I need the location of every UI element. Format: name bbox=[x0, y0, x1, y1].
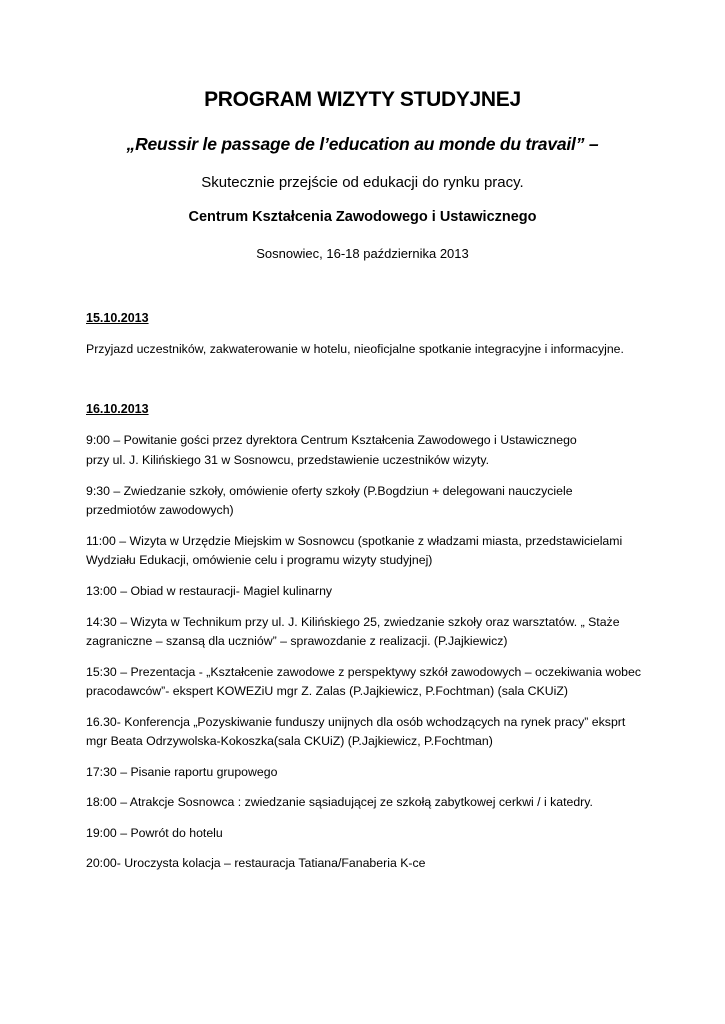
french-subtitle: „Reussir le passage de l’education au monde du travail” – bbox=[126, 134, 599, 154]
day-heading-16-10: 16.10.2013 bbox=[86, 402, 149, 416]
schedule-line-1300: 13:00 – Obiad w restauracji- Magiel kulinarny bbox=[86, 584, 333, 598]
schedule-line-2000: 20:00- Uroczysta kolacja – restauracja Tatiana/Fanaberia K-ce bbox=[86, 856, 426, 870]
organization-name: Centrum Kształcenia Zawodowego i Ustawicznego bbox=[188, 209, 537, 225]
schedule-line: Przyjazd uczestników, zakwaterowanie w hotelu, nieoficjalne spotkanie integracyjne i informacyjne. bbox=[86, 342, 624, 356]
schedule-line-0930: 9:30 – Zwiedzanie szkoły, omówienie oferty szkoły (P.Bogdziun + delegowani nauczyciele bbox=[86, 484, 573, 498]
schedule-line-1900: 19:00 – Powrót do hotelu bbox=[86, 826, 223, 840]
schedule-line-1100: 11:00 – Wizyta w Urzędzie Miejskim w Sosnowcu (spotkanie z władzami miasta, przedstawicielami bbox=[86, 534, 623, 548]
schedule-line-0900: 9:00 – Powitanie gości przez dyrektora Centrum Kształcenia Zawodowego i Ustawicznego bbox=[86, 433, 577, 447]
schedule-line-1430-cont: zagraniczne – szansą dla uczniów” – sprawozdanie z realizacji. (P.Jajkiewicz) bbox=[86, 634, 508, 648]
day-heading-15-10: 15.10.2013 bbox=[86, 311, 149, 325]
schedule-line-1430: 14:30 – Wizyta w Technikum przy ul. J. Kilińskiego 25, zwiedzanie szkoły oraz warsztatów. „ Staże bbox=[86, 615, 620, 629]
place-and-date: Sosnowiec, 16-18 października 2013 bbox=[256, 246, 469, 261]
polish-subtitle: Skutecznie przejście od edukacji do rynku pracy. bbox=[201, 174, 524, 191]
schedule-line-1100-cont: Wydziału Edukacji, omówienie celu i programu wizyty studyjnej) bbox=[86, 553, 433, 567]
schedule-line-0930-cont: przedmiotów zawodowych) bbox=[86, 503, 234, 517]
schedule-line-1630-cont: mgr Beata Odrzywolska-Kokoszka(sala CKUiZ) (P.Jajkiewicz, P.Fochtman) bbox=[86, 734, 493, 748]
schedule-line-1730: 17:30 – Pisanie raportu grupowego bbox=[86, 765, 278, 779]
schedule-line-1630: 16.30- Konferencja „Pozyskiwanie funduszy unijnych dla osób wchodzących na rynek pracy” eksprt bbox=[86, 715, 626, 729]
schedule-line-1530-cont: pracodawców”- ekspert KOWEZiU mgr Z. Zalas (P.Jajkiewicz, P.Fochtman) (sala CKUiZ) bbox=[86, 684, 568, 698]
schedule-line-1800: 18:00 – Atrakcje Sosnowca : zwiedzanie sąsiadującej ze szkołą zabytkowej cerkwi / i katedry. bbox=[86, 795, 593, 809]
schedule-line-1530: 15:30 – Prezentacja - „Kształcenie zawodowe z perspektywy szkół zawodowych – oczekiwania wobec bbox=[86, 665, 641, 679]
schedule-line-0900-cont: przy ul. J. Kilińskiego 31 w Sosnowcu, przedstawienie uczestników wizyty. bbox=[86, 453, 490, 467]
document-title: PROGRAM WIZYTY STUDYJNEJ bbox=[204, 88, 521, 111]
